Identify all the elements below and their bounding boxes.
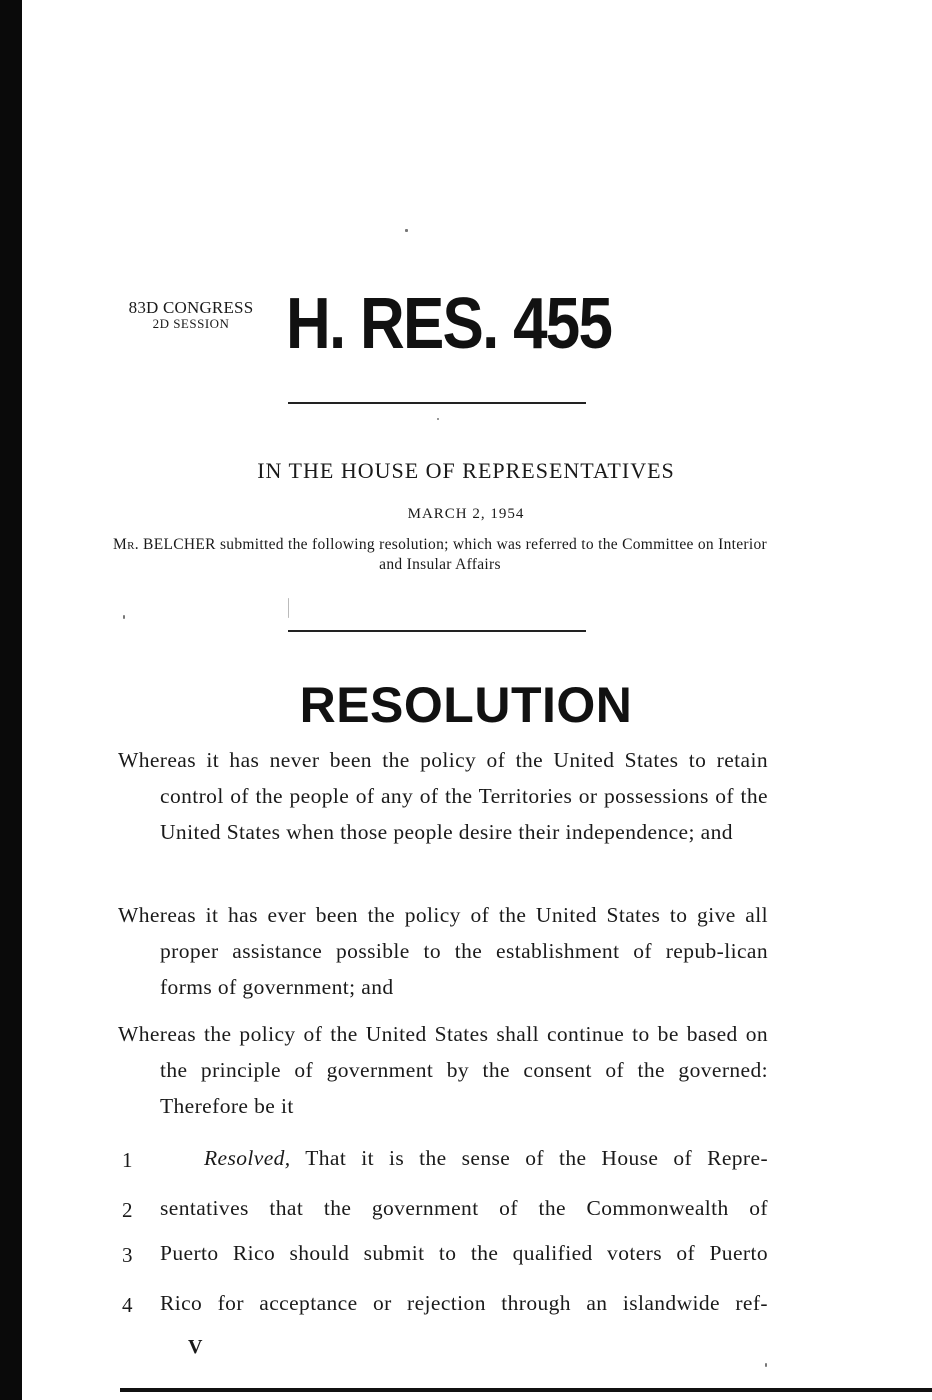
scan-speck (765, 1363, 767, 1367)
resolution-line-text: Rico for acceptance or rejection through an islandwide ref- (160, 1291, 768, 1315)
line-number: 1 (122, 1148, 133, 1172)
document-type-heading: RESOLUTION (299, 677, 633, 733)
header-rule (288, 402, 586, 404)
session-label: 2D SESSION (152, 316, 230, 331)
bill-number: H. RES. 455 (286, 284, 612, 364)
line-number: 2 (122, 1198, 133, 1222)
resolution-line (160, 1241, 768, 1266)
resolution-line-text: sentatives that the government of the Commonwealth of (160, 1196, 768, 1220)
resolved-keyword: Resolved, (204, 1146, 291, 1170)
referral-statement (112, 535, 768, 575)
scan-speck (405, 229, 408, 232)
scan-speck (123, 615, 125, 619)
resolution-line (160, 1196, 768, 1221)
resolution-line (204, 1146, 768, 1171)
introduction-date: MARCH 2, 1954 (407, 506, 525, 522)
congress-label: 83D CONGRESS (128, 298, 254, 317)
congress-session-block (116, 300, 266, 332)
bottom-scan-edge (120, 1388, 932, 1392)
footer-mark: V (188, 1336, 203, 1358)
scan-speck (437, 418, 439, 420)
whereas-clause-3 (118, 1016, 768, 1124)
whereas-clause-1 (118, 742, 768, 850)
resolution-line-text: Puerto Rico should submit to the qualified voters of Puerto (160, 1241, 768, 1265)
whereas-text: Whereas it has ever been the policy of the United States to give all proper assistance possible to the establishment of repub-lican forms of government; and (118, 903, 768, 999)
referral-rule (288, 630, 586, 632)
resolution-line (160, 1291, 768, 1316)
whereas-clause-2 (118, 897, 768, 1005)
referral-text: submitted the following resolution; which was referred to the Committee on Interior and Insular Affairs (219, 536, 768, 573)
line-number: 3 (122, 1243, 133, 1267)
sponsor-name: Mr. BELCHER (112, 536, 216, 553)
resolution-line-text: That it is the sense of the House of Repre- (305, 1146, 768, 1170)
whereas-text: Whereas the policy of the United States shall continue to be based on the principle of government by the consent of the governed: Therefore be it (118, 1022, 768, 1118)
line-number: 4 (122, 1293, 133, 1317)
chamber-heading: IN THE HOUSE OF REPRESENTATIVES (257, 458, 675, 483)
scan-speck (288, 598, 289, 618)
whereas-text: Whereas it has never been the policy of the United States to retain control of the people of any of the Territories or possessions of the United States when those people desire their independence; and (118, 748, 768, 844)
